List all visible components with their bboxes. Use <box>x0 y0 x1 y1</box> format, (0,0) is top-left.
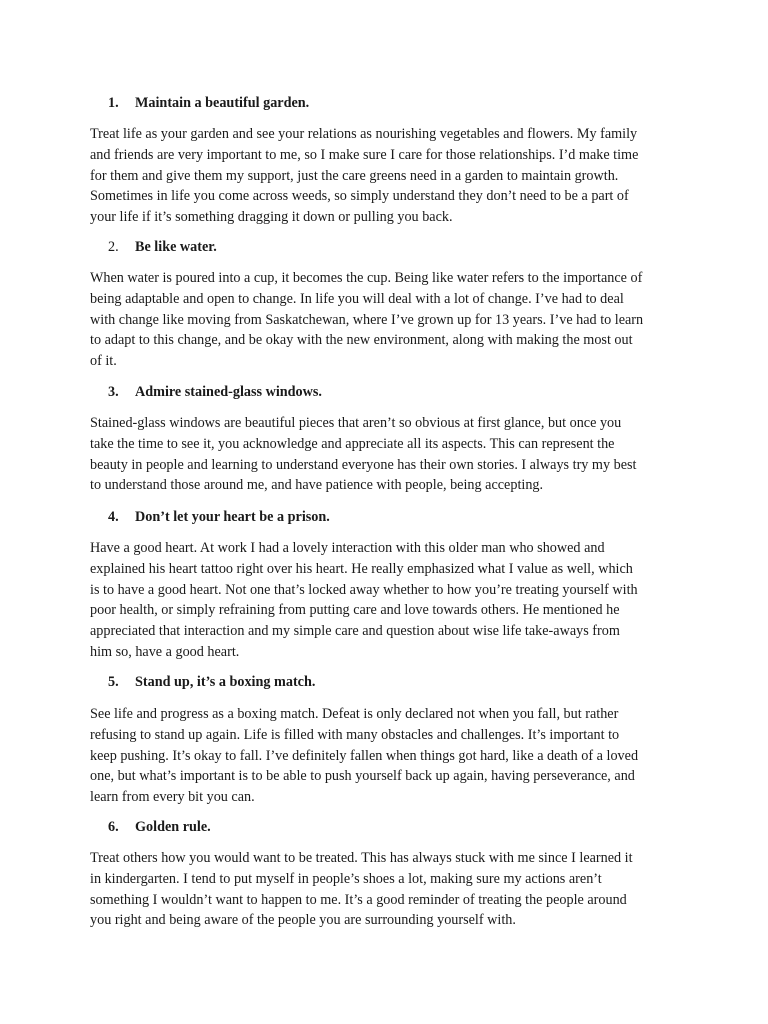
section-2-title: Be like water. <box>135 239 217 255</box>
section-6-title: Golden rule. <box>135 819 211 835</box>
paragraph-line: When water is poured into a cup, it becomes the cup. Being like water refers to the importance of <box>90 270 643 286</box>
section-3-heading <box>108 383 322 401</box>
section-6-paragraph <box>90 848 680 931</box>
paragraph-line: for them and give them my support, just the care greens need in a garden to maintain growth. <box>90 167 619 184</box>
paragraph-line: with change like moving from Saskatchewan, where I’ve grown up for 13 years. I’ve had to learn <box>90 311 644 328</box>
section-4-heading <box>108 508 330 526</box>
paragraph-line: in kindergarten. I tend to put myself in people’s shoes a lot, making sure my actions aren’t <box>90 870 602 887</box>
paragraph-line: appreciated that interaction and my simple care and question about wise life take-aways from <box>90 623 620 640</box>
section-1-number: 1. <box>108 95 119 111</box>
paragraph-line: learn from every bit you can. <box>90 789 255 806</box>
section-5-number: 5. <box>108 674 119 690</box>
section-6-heading <box>108 818 211 836</box>
paragraph-line: being adaptable and open to change. In life you will deal with a lot of change. I’ve had to deal <box>90 290 624 307</box>
section-2-heading <box>108 238 217 256</box>
paragraph-line: Treat life as your garden and see your relations as nourishing vegetables and flowers. My family <box>90 126 638 142</box>
paragraph-line: him so, have a good heart. <box>90 643 240 660</box>
paragraph-line: Sometimes in life you come across weeds, so simply understand they don’t need to be a part of <box>90 188 629 205</box>
paragraph-line: and friends are very important to me, so I make sure I care for those relationships. I’d make time <box>90 146 639 163</box>
paragraph-line: refusing to stand up again. Life is filled with many obstacles and challenges. It’s important to <box>90 726 620 743</box>
section-6-number: 6. <box>108 819 119 835</box>
section-4-title: Don’t let your heart be a prison. <box>135 509 330 525</box>
paragraph-line: your life if it’s something dragging it down or pulling you back. <box>90 209 453 226</box>
paragraph-line: keep pushing. It’s okay to fall. I’ve definitely fallen when things got hard, like a death of a loved <box>90 747 639 764</box>
paragraph-line: beauty in people and learning to understand everyone has their own stories. I always try my best <box>90 456 637 473</box>
section-5-heading <box>108 673 315 691</box>
paragraph-line: to adapt to this change, and be okay with the new environment, along with making the most out <box>90 332 633 349</box>
section-3-number: 3. <box>108 384 119 400</box>
paragraph-line: one, but what’s important is to be able to push yourself back up again, having perseverance, and <box>90 768 635 785</box>
paragraph-line: to understand those around me, and have patience with people, being accepting. <box>90 477 544 494</box>
section-2-number: 2. <box>108 239 119 255</box>
section-3-paragraph <box>90 413 680 496</box>
section-5-paragraph <box>90 704 680 808</box>
paragraph-line: Have a good heart. At work I had a lovely interaction with this older man who showed and <box>90 540 605 556</box>
paragraph-line: explained his heart tattoo right over his heart. He really emphasized what I value as well, which <box>90 560 633 577</box>
section-1-heading <box>108 94 309 112</box>
section-1-paragraph <box>90 124 680 228</box>
section-4-paragraph <box>90 538 680 663</box>
paragraph-line: poor health, or simply refraining from putting care and love towards others. He mentioned he <box>90 602 620 619</box>
section-4-number: 4. <box>108 509 119 525</box>
section-5-title: Stand up, it’s a boxing match. <box>135 674 316 690</box>
section-2-paragraph <box>90 268 680 372</box>
paragraph-line: something I wouldn’t want to happen to me. It’s a good reminder of treating the people around <box>90 891 627 908</box>
paragraph-line: take the time to see it, you acknowledge and appreciate all its aspects. This can represent the <box>90 435 615 452</box>
paragraph-line: See life and progress as a boxing match. Defeat is only declared not when you fall, but rather <box>90 706 619 722</box>
paragraph-line: of it. <box>90 353 117 370</box>
paragraph-line: Stained-glass windows are beautiful pieces that aren’t so obvious at first glance, but once you <box>90 415 622 431</box>
paragraph-line: you right and being aware of the people you are surrounding yourself with. <box>90 912 516 929</box>
section-1-title: Maintain a beautiful garden. <box>135 95 310 111</box>
paragraph-line: Treat others how you would want to be treated. This has always stuck with me since I learned it <box>90 850 633 866</box>
paragraph-line: is to have a good heart. Not one that’s locked away whether to how you’re treating yourself with <box>90 581 638 598</box>
section-3-title: Admire stained-glass windows. <box>135 384 322 400</box>
